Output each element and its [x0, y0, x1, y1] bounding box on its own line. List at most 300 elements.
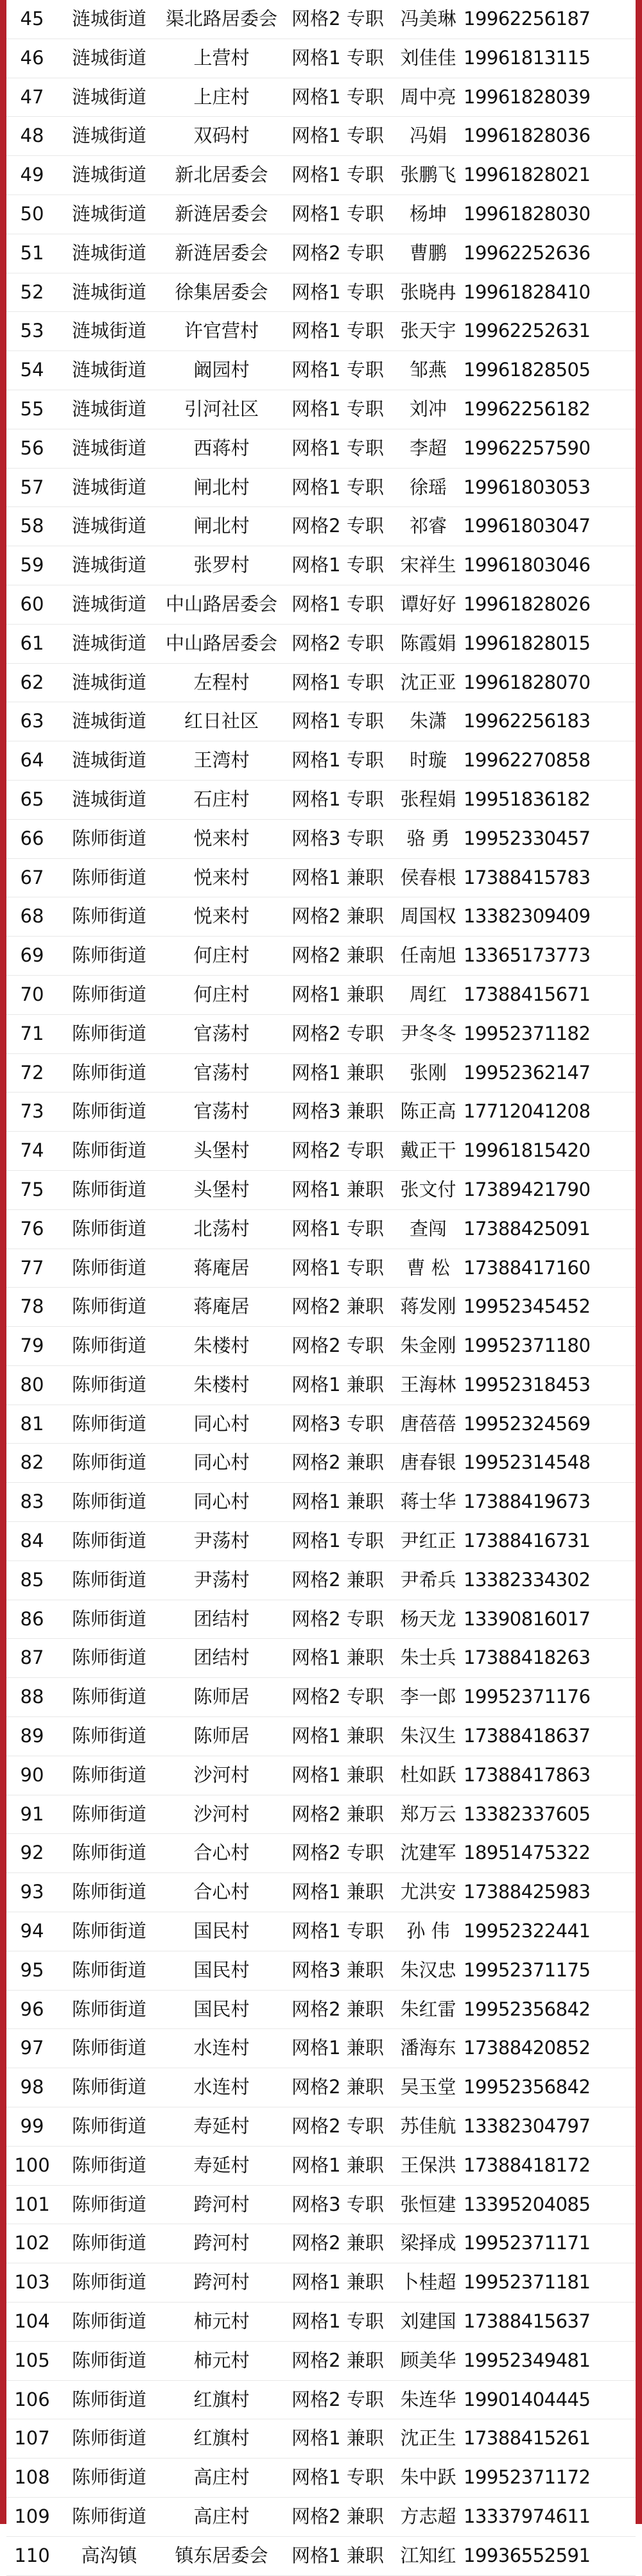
grid-role: 网格1 专职 — [282, 39, 393, 78]
table-row — [6, 702, 636, 741]
staff-name: 梁择成 — [393, 2224, 464, 2263]
row-number: 82 — [6, 1444, 58, 1483]
staff-name: 张天宇 — [393, 312, 464, 351]
staff-name: 张恒建 — [393, 2185, 464, 2224]
row-number: 100 — [6, 2146, 58, 2185]
table-row — [6, 507, 636, 546]
village-name: 徐集居委会 — [160, 273, 282, 312]
row-number: 56 — [6, 429, 58, 468]
staff-name: 尹红正 — [393, 1522, 464, 1561]
row-number: 110 — [6, 2536, 58, 2575]
table-row — [6, 0, 636, 39]
grid-role: 网格1 专职 — [282, 741, 393, 781]
street-name: 陈师街道 — [58, 1405, 160, 1444]
table-row — [6, 2107, 636, 2147]
street-name: 陈师街道 — [58, 858, 160, 897]
grid-role: 网格1 专职 — [282, 1249, 393, 1288]
street-name: 陈师街道 — [58, 1053, 160, 1093]
staff-name: 张程娟 — [393, 780, 464, 819]
phone-number: 19962252631 — [464, 312, 636, 351]
staff-name: 刘冲 — [393, 390, 464, 429]
phone-number: 19952362147 — [464, 1053, 636, 1093]
grid-role: 网格1 专职 — [282, 78, 393, 117]
staff-name: 张鹏飞 — [393, 156, 464, 195]
street-name: 陈师街道 — [58, 819, 160, 858]
table-row — [6, 1639, 636, 1678]
village-name: 柿元村 — [160, 2303, 282, 2342]
street-name: 涟城街道 — [58, 312, 160, 351]
grid-role: 网格1 专职 — [282, 585, 393, 624]
grid-role: 网格1 兼职 — [282, 2146, 393, 2185]
village-name: 红旗村 — [160, 2380, 282, 2419]
table-row — [6, 1405, 636, 1444]
village-name: 陈师居 — [160, 1678, 282, 1717]
grid-role: 网格2 兼职 — [282, 2068, 393, 2107]
staff-name: 侯春根 — [393, 858, 464, 897]
street-name: 陈师街道 — [58, 2224, 160, 2263]
phone-number: 19961815420 — [464, 1132, 636, 1171]
row-number: 77 — [6, 1249, 58, 1288]
row-number: 105 — [6, 2341, 58, 2380]
grid-role: 网格1 专职 — [282, 1912, 393, 1951]
staff-name: 郑万云 — [393, 1795, 464, 1834]
row-number: 85 — [6, 1560, 58, 1600]
phone-number: 19952314548 — [464, 1444, 636, 1483]
staff-name: 朱红雷 — [393, 1990, 464, 2029]
street-name: 陈师街道 — [58, 2029, 160, 2068]
row-number: 50 — [6, 194, 58, 234]
street-name: 陈师街道 — [58, 1093, 160, 1132]
row-number: 55 — [6, 390, 58, 429]
table-row — [6, 39, 636, 78]
phone-number: 19962270858 — [464, 741, 636, 781]
grid-role: 网格2 兼职 — [282, 937, 393, 976]
table-row — [6, 741, 636, 781]
table-row — [6, 2146, 636, 2185]
street-name: 陈师街道 — [58, 1560, 160, 1600]
street-name: 涟城街道 — [58, 351, 160, 390]
village-name: 高庄村 — [160, 2498, 282, 2537]
phone-number: 17388420852 — [464, 2029, 636, 2068]
street-name: 陈师街道 — [58, 2498, 160, 2537]
staff-name: 顾美华 — [393, 2341, 464, 2380]
table-row — [6, 1132, 636, 1171]
village-name: 何庄村 — [160, 975, 282, 1014]
table-row — [6, 1951, 636, 1990]
village-name: 双码村 — [160, 117, 282, 156]
phone-number: 17388415671 — [464, 975, 636, 1014]
table-row — [6, 1365, 636, 1405]
village-name: 官荡村 — [160, 1093, 282, 1132]
village-name: 石庄村 — [160, 780, 282, 819]
table-row — [6, 1873, 636, 1912]
row-number: 104 — [6, 2303, 58, 2342]
village-name: 官荡村 — [160, 1053, 282, 1093]
phone-number: 19952371171 — [464, 2224, 636, 2263]
staff-name: 沈建军 — [393, 1834, 464, 1873]
grid-role: 网格3 专职 — [282, 1405, 393, 1444]
grid-role: 网格2 兼职 — [282, 1560, 393, 1600]
phone-number: 19952322441 — [464, 1912, 636, 1951]
row-number: 68 — [6, 897, 58, 937]
street-name: 陈师街道 — [58, 1249, 160, 1288]
table-row — [6, 1678, 636, 1717]
staff-name: 朱汉忠 — [393, 1951, 464, 1990]
table-row — [6, 273, 636, 312]
table-row — [6, 312, 636, 351]
table-row — [6, 390, 636, 429]
village-name: 跨河村 — [160, 2185, 282, 2224]
village-name: 许官营村 — [160, 312, 282, 351]
table-row — [6, 2303, 636, 2342]
village-name: 引河社区 — [160, 390, 282, 429]
grid-role: 网格1 兼职 — [282, 1365, 393, 1405]
staff-name: 尤洪安 — [393, 1873, 464, 1912]
staff-name: 周红 — [393, 975, 464, 1014]
grid-role: 网格1 兼职 — [282, 2029, 393, 2068]
grid-role: 网格1 兼职 — [282, 1639, 393, 1678]
street-name: 陈师街道 — [58, 2459, 160, 2498]
grid-role: 网格2 兼职 — [282, 1444, 393, 1483]
village-name: 沙河村 — [160, 1756, 282, 1795]
staff-name: 徐瑶 — [393, 468, 464, 507]
row-number: 66 — [6, 819, 58, 858]
village-name: 红旗村 — [160, 2419, 282, 2459]
staff-name: 骆 勇 — [393, 819, 464, 858]
table-row — [6, 975, 636, 1014]
phone-number: 17388415783 — [464, 858, 636, 897]
phone-number: 19952356842 — [464, 1990, 636, 2029]
village-name: 柿元村 — [160, 2341, 282, 2380]
grid-role: 网格1 兼职 — [282, 1717, 393, 1756]
phone-number: 13365173773 — [464, 937, 636, 976]
phone-number: 19952371182 — [464, 1014, 636, 1053]
village-name: 闸北村 — [160, 507, 282, 546]
grid-role: 网格2 兼职 — [282, 1795, 393, 1834]
street-name: 陈师街道 — [58, 1209, 160, 1249]
table-row — [6, 1209, 636, 1249]
grid-role: 网格1 兼职 — [282, 1053, 393, 1093]
street-name: 陈师街道 — [58, 2341, 160, 2380]
row-number: 81 — [6, 1405, 58, 1444]
grid-role: 网格2 兼职 — [282, 897, 393, 937]
street-name: 涟城街道 — [58, 546, 160, 585]
phone-number: 17388425983 — [464, 1873, 636, 1912]
table-row — [6, 546, 636, 585]
row-number: 76 — [6, 1209, 58, 1249]
grid-role: 网格2 兼职 — [282, 2498, 393, 2537]
street-name: 陈师街道 — [58, 1522, 160, 1561]
village-name: 国民村 — [160, 1912, 282, 1951]
phone-number: 19962256183 — [464, 702, 636, 741]
row-number: 63 — [6, 702, 58, 741]
street-name: 涟城街道 — [58, 390, 160, 429]
grid-role: 网格1 专职 — [282, 117, 393, 156]
staff-name: 查闯 — [393, 1209, 464, 1249]
grid-role: 网格2 专职 — [282, 1600, 393, 1639]
table-row — [6, 429, 636, 468]
street-name: 涟城街道 — [58, 780, 160, 819]
village-name: 北荡村 — [160, 1209, 282, 1249]
village-name: 同心村 — [160, 1483, 282, 1522]
grid-role: 网格1 专职 — [282, 702, 393, 741]
street-name: 涟城街道 — [58, 39, 160, 78]
street-name: 陈师街道 — [58, 2146, 160, 2185]
table-row — [6, 2224, 636, 2263]
table-row — [6, 937, 636, 976]
row-number: 59 — [6, 546, 58, 585]
staff-name: 周国权 — [393, 897, 464, 937]
phone-number: 17388418172 — [464, 2146, 636, 2185]
row-number: 72 — [6, 1053, 58, 1093]
grid-role: 网格1 专职 — [282, 663, 393, 702]
grid-role: 网格1 专职 — [282, 546, 393, 585]
staff-name: 祁睿 — [393, 507, 464, 546]
village-name: 官荡村 — [160, 1014, 282, 1053]
staff-name: 戴正干 — [393, 1132, 464, 1171]
staff-name: 孙 伟 — [393, 1912, 464, 1951]
phone-number: 17388415637 — [464, 2303, 636, 2342]
street-name: 陈师街道 — [58, 1834, 160, 1873]
grid-role: 网格2 专职 — [282, 624, 393, 663]
street-name: 陈师街道 — [58, 1327, 160, 1366]
street-name: 涟城街道 — [58, 624, 160, 663]
staff-name: 朱士兵 — [393, 1639, 464, 1678]
street-name: 涟城街道 — [58, 507, 160, 546]
village-name: 中山路居委会 — [160, 624, 282, 663]
staff-name: 李超 — [393, 429, 464, 468]
table-row — [6, 1912, 636, 1951]
table-row — [6, 156, 636, 195]
table-row — [6, 663, 636, 702]
village-name: 团结村 — [160, 1639, 282, 1678]
street-name: 陈师街道 — [58, 1951, 160, 1990]
street-name: 陈师街道 — [58, 1678, 160, 1717]
phone-number: 19952318453 — [464, 1365, 636, 1405]
street-name: 陈师街道 — [58, 2068, 160, 2107]
table-row — [6, 468, 636, 507]
row-number: 46 — [6, 39, 58, 78]
grid-role: 网格1 专职 — [282, 780, 393, 819]
table-row — [6, 624, 636, 663]
row-number: 60 — [6, 585, 58, 624]
village-name: 国民村 — [160, 1990, 282, 2029]
village-name: 蒋庵居 — [160, 1288, 282, 1327]
grid-role: 网格1 专职 — [282, 1209, 393, 1249]
village-name: 尹荡村 — [160, 1522, 282, 1561]
street-name: 陈师街道 — [58, 2303, 160, 2342]
phone-number: 19901404445 — [464, 2380, 636, 2419]
staff-name: 江知红 — [393, 2536, 464, 2575]
grid-role: 网格2 专职 — [282, 1678, 393, 1717]
phone-number: 13337974611 — [464, 2498, 636, 2537]
grid-role: 网格1 兼职 — [282, 1756, 393, 1795]
table-body — [6, 0, 636, 2575]
phone-number: 19952345452 — [464, 1288, 636, 1327]
table-row — [6, 117, 636, 156]
street-name: 陈师街道 — [58, 1170, 160, 1209]
grid-role: 网格1 专职 — [282, 1522, 393, 1561]
staff-name: 曹 松 — [393, 1249, 464, 1288]
row-number: 45 — [6, 0, 58, 39]
staff-name: 沈正亚 — [393, 663, 464, 702]
row-number: 62 — [6, 663, 58, 702]
village-name: 水连村 — [160, 2029, 282, 2068]
staff-name: 李一郎 — [393, 1678, 464, 1717]
staff-name: 朱潇 — [393, 702, 464, 741]
street-name: 陈师街道 — [58, 2185, 160, 2224]
street-name: 陈师街道 — [58, 1483, 160, 1522]
row-number: 91 — [6, 1795, 58, 1834]
street-name: 陈师街道 — [58, 2380, 160, 2419]
staff-name: 潘海东 — [393, 2029, 464, 2068]
table-row — [6, 1327, 636, 1366]
table-row — [6, 1444, 636, 1483]
street-name: 涟城街道 — [58, 117, 160, 156]
grid-role: 网格2 专职 — [282, 507, 393, 546]
phone-number: 13382304797 — [464, 2107, 636, 2147]
phone-number: 13390816017 — [464, 1600, 636, 1639]
row-number: 53 — [6, 312, 58, 351]
village-name: 西蒋村 — [160, 429, 282, 468]
village-name: 悦来村 — [160, 819, 282, 858]
grid-role: 网格2 专职 — [282, 234, 393, 273]
phone-number: 19952371176 — [464, 1678, 636, 1717]
phone-number: 17388418263 — [464, 1639, 636, 1678]
phone-number: 19952349481 — [464, 2341, 636, 2380]
street-name: 陈师街道 — [58, 937, 160, 976]
table-row — [6, 2459, 636, 2498]
row-number: 51 — [6, 234, 58, 273]
street-name: 陈师街道 — [58, 897, 160, 937]
row-number: 95 — [6, 1951, 58, 1990]
phone-number: 19952356842 — [464, 2068, 636, 2107]
row-number: 73 — [6, 1093, 58, 1132]
phone-number: 19961813115 — [464, 39, 636, 78]
row-number: 47 — [6, 78, 58, 117]
row-number: 86 — [6, 1600, 58, 1639]
table-row — [6, 1795, 636, 1834]
table-row — [6, 2536, 636, 2575]
row-number: 87 — [6, 1639, 58, 1678]
phone-number: 17388417160 — [464, 1249, 636, 1288]
table-row — [6, 1483, 636, 1522]
staff-name: 陈霞娟 — [393, 624, 464, 663]
street-name: 涟城街道 — [58, 0, 160, 39]
grid-role: 网格1 专职 — [282, 390, 393, 429]
street-name: 陈师街道 — [58, 1288, 160, 1327]
table-row — [6, 2068, 636, 2107]
village-name: 沙河村 — [160, 1795, 282, 1834]
table-row — [6, 2185, 636, 2224]
grid-role: 网格2 专职 — [282, 1132, 393, 1171]
row-number: 83 — [6, 1483, 58, 1522]
table-row — [6, 194, 636, 234]
table-row — [6, 1014, 636, 1053]
grid-role: 网格1 兼职 — [282, 1170, 393, 1209]
table-row — [6, 2263, 636, 2303]
street-name: 陈师街道 — [58, 1600, 160, 1639]
grid-role: 网格1 兼职 — [282, 2263, 393, 2303]
grid-role: 网格3 兼职 — [282, 1093, 393, 1132]
village-name: 红日社区 — [160, 702, 282, 741]
table-row — [6, 858, 636, 897]
village-name: 悦来村 — [160, 897, 282, 937]
street-name: 涟城街道 — [58, 78, 160, 117]
street-name: 陈师街道 — [58, 1444, 160, 1483]
phone-number: 19961828039 — [464, 78, 636, 117]
grid-role: 网格1 兼职 — [282, 2536, 393, 2575]
village-name: 头堡村 — [160, 1170, 282, 1209]
staff-name: 朱金刚 — [393, 1327, 464, 1366]
village-name: 头堡村 — [160, 1132, 282, 1171]
village-name: 张罗村 — [160, 546, 282, 585]
grid-role: 网格1 专职 — [282, 273, 393, 312]
phone-number: 19961828015 — [464, 624, 636, 663]
table-row — [6, 1093, 636, 1132]
row-number: 54 — [6, 351, 58, 390]
row-number: 78 — [6, 1288, 58, 1327]
table-row — [6, 1834, 636, 1873]
grid-role: 网格1 兼职 — [282, 1873, 393, 1912]
village-name: 悦来村 — [160, 858, 282, 897]
street-name: 涟城街道 — [58, 663, 160, 702]
staff-name: 刘佳佳 — [393, 39, 464, 78]
staff-name: 王保洪 — [393, 2146, 464, 2185]
phone-number: 19936552591 — [464, 2536, 636, 2575]
phone-number: 17388418637 — [464, 1717, 636, 1756]
table-row — [6, 1522, 636, 1561]
phone-number: 19962252636 — [464, 234, 636, 273]
phone-number: 18951475322 — [464, 1834, 636, 1873]
table-row — [6, 780, 636, 819]
staff-name: 唐春银 — [393, 1444, 464, 1483]
phone-number: 19961803053 — [464, 468, 636, 507]
phone-number: 17388416731 — [464, 1522, 636, 1561]
row-number: 57 — [6, 468, 58, 507]
row-number: 74 — [6, 1132, 58, 1171]
row-number: 88 — [6, 1678, 58, 1717]
staff-name: 尹冬冬 — [393, 1014, 464, 1053]
phone-number: 19961803047 — [464, 507, 636, 546]
row-number: 89 — [6, 1717, 58, 1756]
grid-role: 网格2 兼职 — [282, 2224, 393, 2263]
phone-number: 19961828036 — [464, 117, 636, 156]
village-name: 阚园村 — [160, 351, 282, 390]
table-row — [6, 2419, 636, 2459]
village-name: 上营村 — [160, 39, 282, 78]
village-name: 合心村 — [160, 1873, 282, 1912]
grid-role: 网格2 专职 — [282, 1327, 393, 1366]
row-number: 96 — [6, 1990, 58, 2029]
phone-number: 19952371172 — [464, 2459, 636, 2498]
village-name: 合心村 — [160, 1834, 282, 1873]
phone-number: 19961803046 — [464, 546, 636, 585]
table-row — [6, 78, 636, 117]
village-name: 新涟居委会 — [160, 194, 282, 234]
row-number: 94 — [6, 1912, 58, 1951]
village-name: 同心村 — [160, 1444, 282, 1483]
street-name: 涟城街道 — [58, 585, 160, 624]
phone-number: 19952324569 — [464, 1405, 636, 1444]
grid-role: 网格3 专职 — [282, 2185, 393, 2224]
staff-name: 邹燕 — [393, 351, 464, 390]
table-row — [6, 897, 636, 937]
staff-name: 周中亮 — [393, 78, 464, 117]
phone-number: 17389421790 — [464, 1170, 636, 1209]
staff-name: 朱汉生 — [393, 1717, 464, 1756]
street-name: 陈师街道 — [58, 1717, 160, 1756]
